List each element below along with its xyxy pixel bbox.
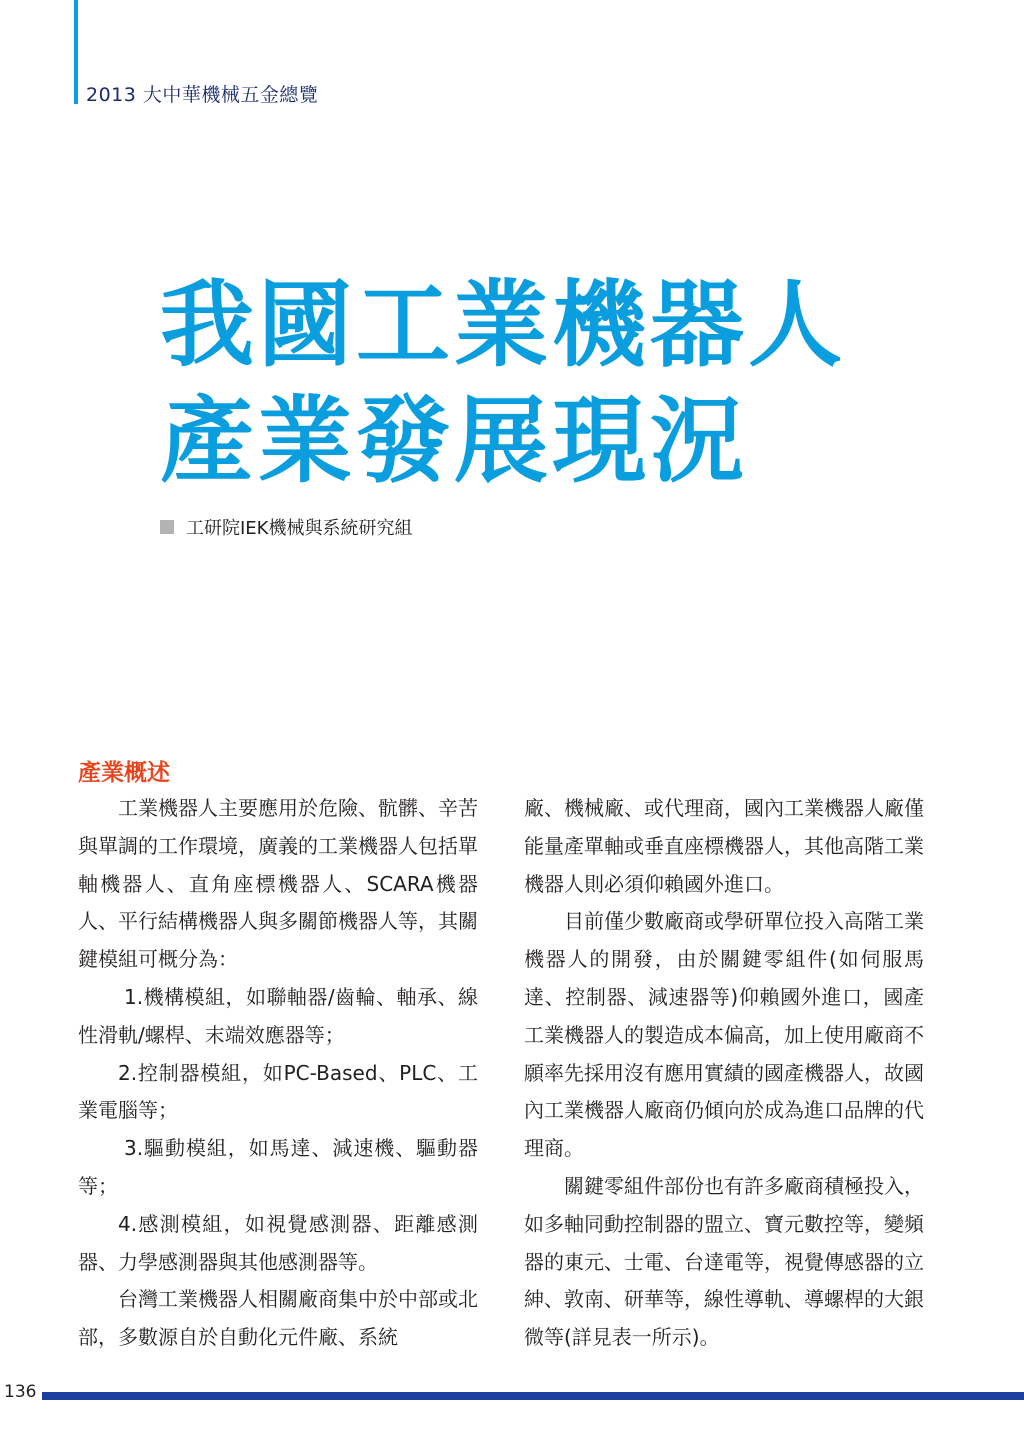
list-item: 1.機構模組，如聯軸器/齒輪、軸承、線性滑軌/螺桿、末端效應器等； [78,984,478,1047]
publication-header: 2013 大中華機械五金總覽 [86,84,319,106]
author-square-icon [160,520,174,534]
header-accent-bar [74,0,78,104]
paragraph: 台灣工業機器人相關廠商集中於中部或北部，多數源自於自動化元件廠、系統 [78,1287,478,1350]
title-line-2: 產業發展現況 [160,387,749,496]
author-name: 工研院IEK機械與系統研究組 [186,518,413,539]
title-line-1: 我國工業機器人 [160,271,847,380]
paragraph: 關鍵零組件部份也有許多廠商積極投入，如多軸同動控制器的盟立、寶元數控等，變頻器的東元、士電、台達電等，視覺傳感器的立紳、敦南、研華等，線性導軌、導螺桿的大銀微等(詳見表一所示)。 [524,1173,924,1350]
right-column [524,790,924,1357]
section-heading: 產業概述 [78,760,170,786]
author-line [160,514,412,540]
list-item: 4.感測模組，如視覺感測器、距離感測器、力學感測器與其他感測器等。 [78,1211,478,1274]
left-column [78,790,478,1357]
paragraph: 工業機器人主要應用於危險、骯髒、辛苦與單調的工作環境，廣義的工業機器人包括單軸機器人、直角座標機器人、SCARA機器人、平行結構機器人與多關節機器人等，其關鍵模組可概分為： [78,796,478,972]
paragraph: 目前僅少數廠商或學研單位投入高階工業機器人的開發，由於關鍵零組件(如伺服馬達、控制器、減速器等)仰賴國外進口，國產工業機器人的製造成本偏高，加上使用廠商不願率先採用沒有應用實績的國產機器人，故國內工業機器人廠商仍傾向於成為進口品牌的代理商。 [524,909,924,1161]
page-number: 136 [4,1382,37,1402]
paragraph: 廠、機械廠、或代理商，國內工業機器人廠僅能量產單軸或垂直座標機器人，其他高階工業機器人則必須仰賴國外進口。 [524,796,924,896]
list-item: 2.控制器模組，如PC-Based、PLC、工業電腦等； [78,1060,478,1123]
article-title [160,268,846,500]
list-item: 3.驅動模組，如馬達、減速機、驅動器等； [78,1136,478,1198]
footer-rule [42,1392,1024,1400]
